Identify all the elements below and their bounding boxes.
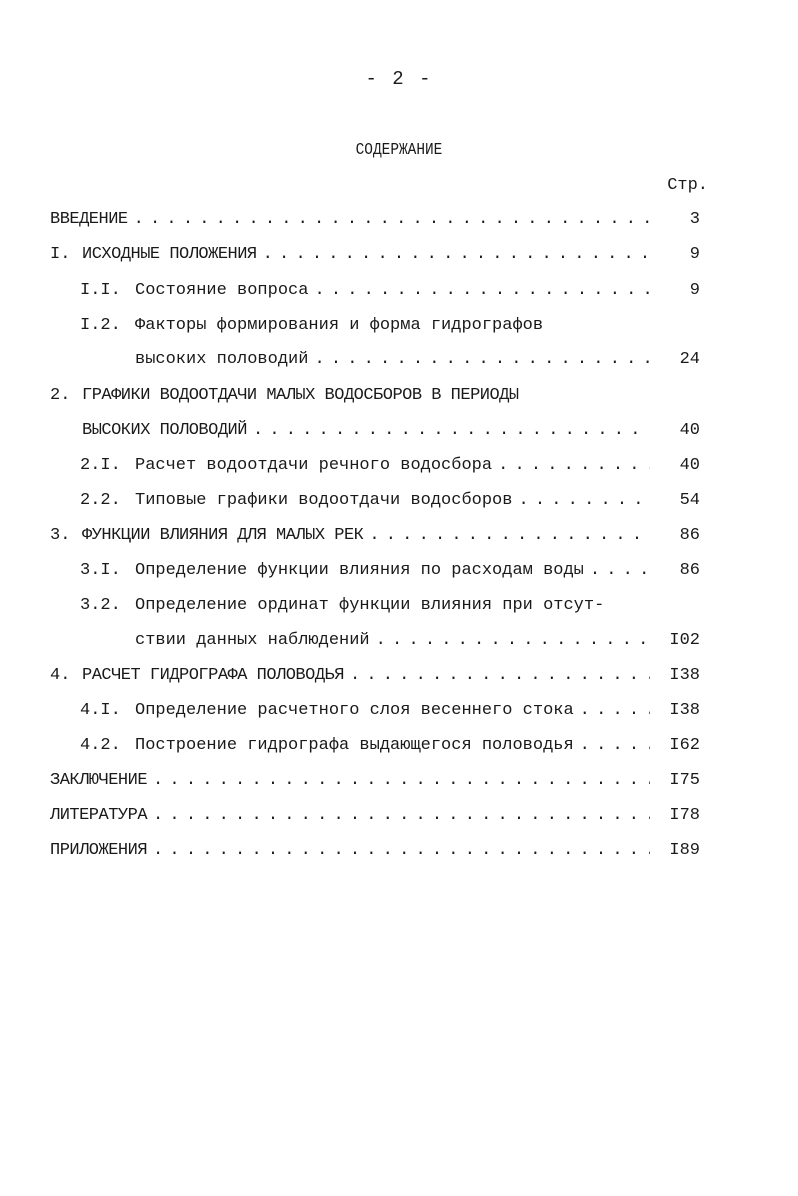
toc-entry-page: 24 xyxy=(679,350,700,369)
toc-entry-section-1-2-cont xyxy=(135,348,700,372)
toc-entry-title: РАСЧЕТ ГИДРОГРАФА ПОЛОВОДЬЯ xyxy=(82,666,344,685)
toc-entry-number: 2.I. xyxy=(80,456,121,475)
toc-entry-section-1-2 xyxy=(80,314,700,338)
toc-entry-title: Расчет водоотдачи речного водосбора xyxy=(135,456,493,475)
toc-entry-title: Состояние вопроса xyxy=(135,281,309,300)
toc-entry-chapter-4 xyxy=(50,664,700,688)
toc-entry-page: 40 xyxy=(679,421,700,440)
toc-leader-dots xyxy=(134,208,650,232)
toc-leader-dots xyxy=(153,839,650,863)
toc-entry-title: высоких половодий xyxy=(135,350,309,369)
toc-entry-page: 3 xyxy=(689,210,700,229)
toc-leader-dots xyxy=(153,769,650,793)
toc-leader-dots xyxy=(314,348,650,372)
toc-entry-chapter-3 xyxy=(50,524,700,548)
toc-leader-dots xyxy=(580,734,650,758)
toc-entry-title: ПРИЛОЖЕНИЯ xyxy=(50,841,148,860)
toc-entry-number: 3.2. xyxy=(80,596,121,615)
toc-entry-number: 3.I. xyxy=(80,561,121,580)
toc-entry-section-3-2 xyxy=(80,594,700,618)
toc-entry-page: I38 xyxy=(669,701,700,720)
toc-entry-number: I. xyxy=(50,245,71,264)
toc-entry-chapter-2 xyxy=(50,384,700,408)
toc-entry-page: 54 xyxy=(679,491,700,510)
toc-entry-title: ЛИТЕРАТУРА xyxy=(50,806,148,825)
toc-entry-title: ГРАФИКИ ВОДООТДАЧИ МАЛЫХ ВОДОСБОРОВ В ПЕРИОДЫ xyxy=(82,386,519,405)
toc-leader-dots xyxy=(153,804,650,828)
toc-entry-references xyxy=(50,804,700,828)
toc-entry-title: ствии данных наблюдений xyxy=(135,631,370,650)
toc-entry-title: ЗАКЛЮЧЕНИЕ xyxy=(50,771,148,790)
toc-entry-number: 4.I. xyxy=(80,701,121,720)
page-column-header: Стр. xyxy=(667,176,708,195)
toc-entry-title: Построение гидрографа выдающегося половодья xyxy=(135,736,574,755)
toc-entry-page: I38 xyxy=(669,666,700,685)
toc-entry-page: I62 xyxy=(669,736,700,755)
toc-leader-dots xyxy=(498,454,650,478)
toc-entry-title: Определение функции влияния по расходам воды xyxy=(135,561,584,580)
toc-entry-number: 4.2. xyxy=(80,736,121,755)
toc-entry-title: Определение ординат функции влияния при отсут- xyxy=(135,596,605,615)
toc-entry-chapter-1 xyxy=(50,243,700,267)
toc-leader-dots xyxy=(376,629,650,653)
toc-leader-dots xyxy=(253,419,650,443)
toc-entry-section-2-2 xyxy=(80,489,700,513)
toc-entry-page: I02 xyxy=(669,631,700,650)
toc-entry-page: 86 xyxy=(679,561,700,580)
toc-entry-number: 3. xyxy=(50,526,71,545)
toc-entry-number: 2.2. xyxy=(80,491,121,510)
document-title: СОДЕРЖАНИЕ xyxy=(355,141,443,160)
toc-entry-title: ФУНКЦИИ ВЛИЯНИЯ ДЛЯ МАЛЫХ РЕК xyxy=(82,526,364,545)
toc-leader-dots xyxy=(369,524,650,548)
toc-leader-dots xyxy=(263,243,650,267)
toc-entry-number: I.2. xyxy=(80,316,121,335)
toc-entry-page: 40 xyxy=(679,456,700,475)
toc-entry-title: Факторы формирования и форма гидрографов xyxy=(135,316,544,335)
toc-leader-dots xyxy=(590,559,650,583)
toc-entry-chapter-2-cont xyxy=(82,419,700,443)
toc-entry-section-4-1 xyxy=(80,699,700,723)
toc-entry-title: Определение расчетного слоя весеннего стока xyxy=(135,701,574,720)
toc-entry-section-3-1 xyxy=(80,559,700,583)
toc-entry-title: ВЫСОКИХ ПОЛОВОДИЙ xyxy=(82,421,247,440)
toc-entry-page: 9 xyxy=(689,245,700,264)
toc-entry-title: ВВЕДЕНИЕ xyxy=(50,210,128,229)
toc-entry-introduction xyxy=(50,208,700,232)
toc-entry-title: ИСХОДНЫЕ ПОЛОЖЕНИЯ xyxy=(82,245,257,264)
toc-leader-dots xyxy=(350,664,650,688)
toc-entry-title: Типовые графики водоотдачи водосборов xyxy=(135,491,513,510)
toc-entry-section-4-2 xyxy=(80,734,700,758)
toc-entry-page: I89 xyxy=(669,841,700,860)
toc-entry-page: I75 xyxy=(669,771,700,790)
toc-entry-section-3-2-cont xyxy=(135,629,700,653)
toc-leader-dots xyxy=(518,489,650,513)
toc-leader-dots xyxy=(580,699,650,723)
toc-entry-number: I.I. xyxy=(80,281,121,300)
toc-entry-section-1-1 xyxy=(80,279,700,303)
toc-entry-number: 2. xyxy=(50,386,71,405)
toc-entry-number: 4. xyxy=(50,666,71,685)
page-number: - 2 - xyxy=(365,68,433,90)
toc-leader-dots xyxy=(314,279,650,303)
toc-entry-section-2-1 xyxy=(80,454,700,478)
toc-entry-page: I78 xyxy=(669,806,700,825)
toc-entry-conclusion xyxy=(50,769,700,793)
toc-entry-appendices xyxy=(50,839,700,863)
toc-entry-page: 86 xyxy=(679,526,700,545)
toc-entry-page: 9 xyxy=(689,281,700,300)
